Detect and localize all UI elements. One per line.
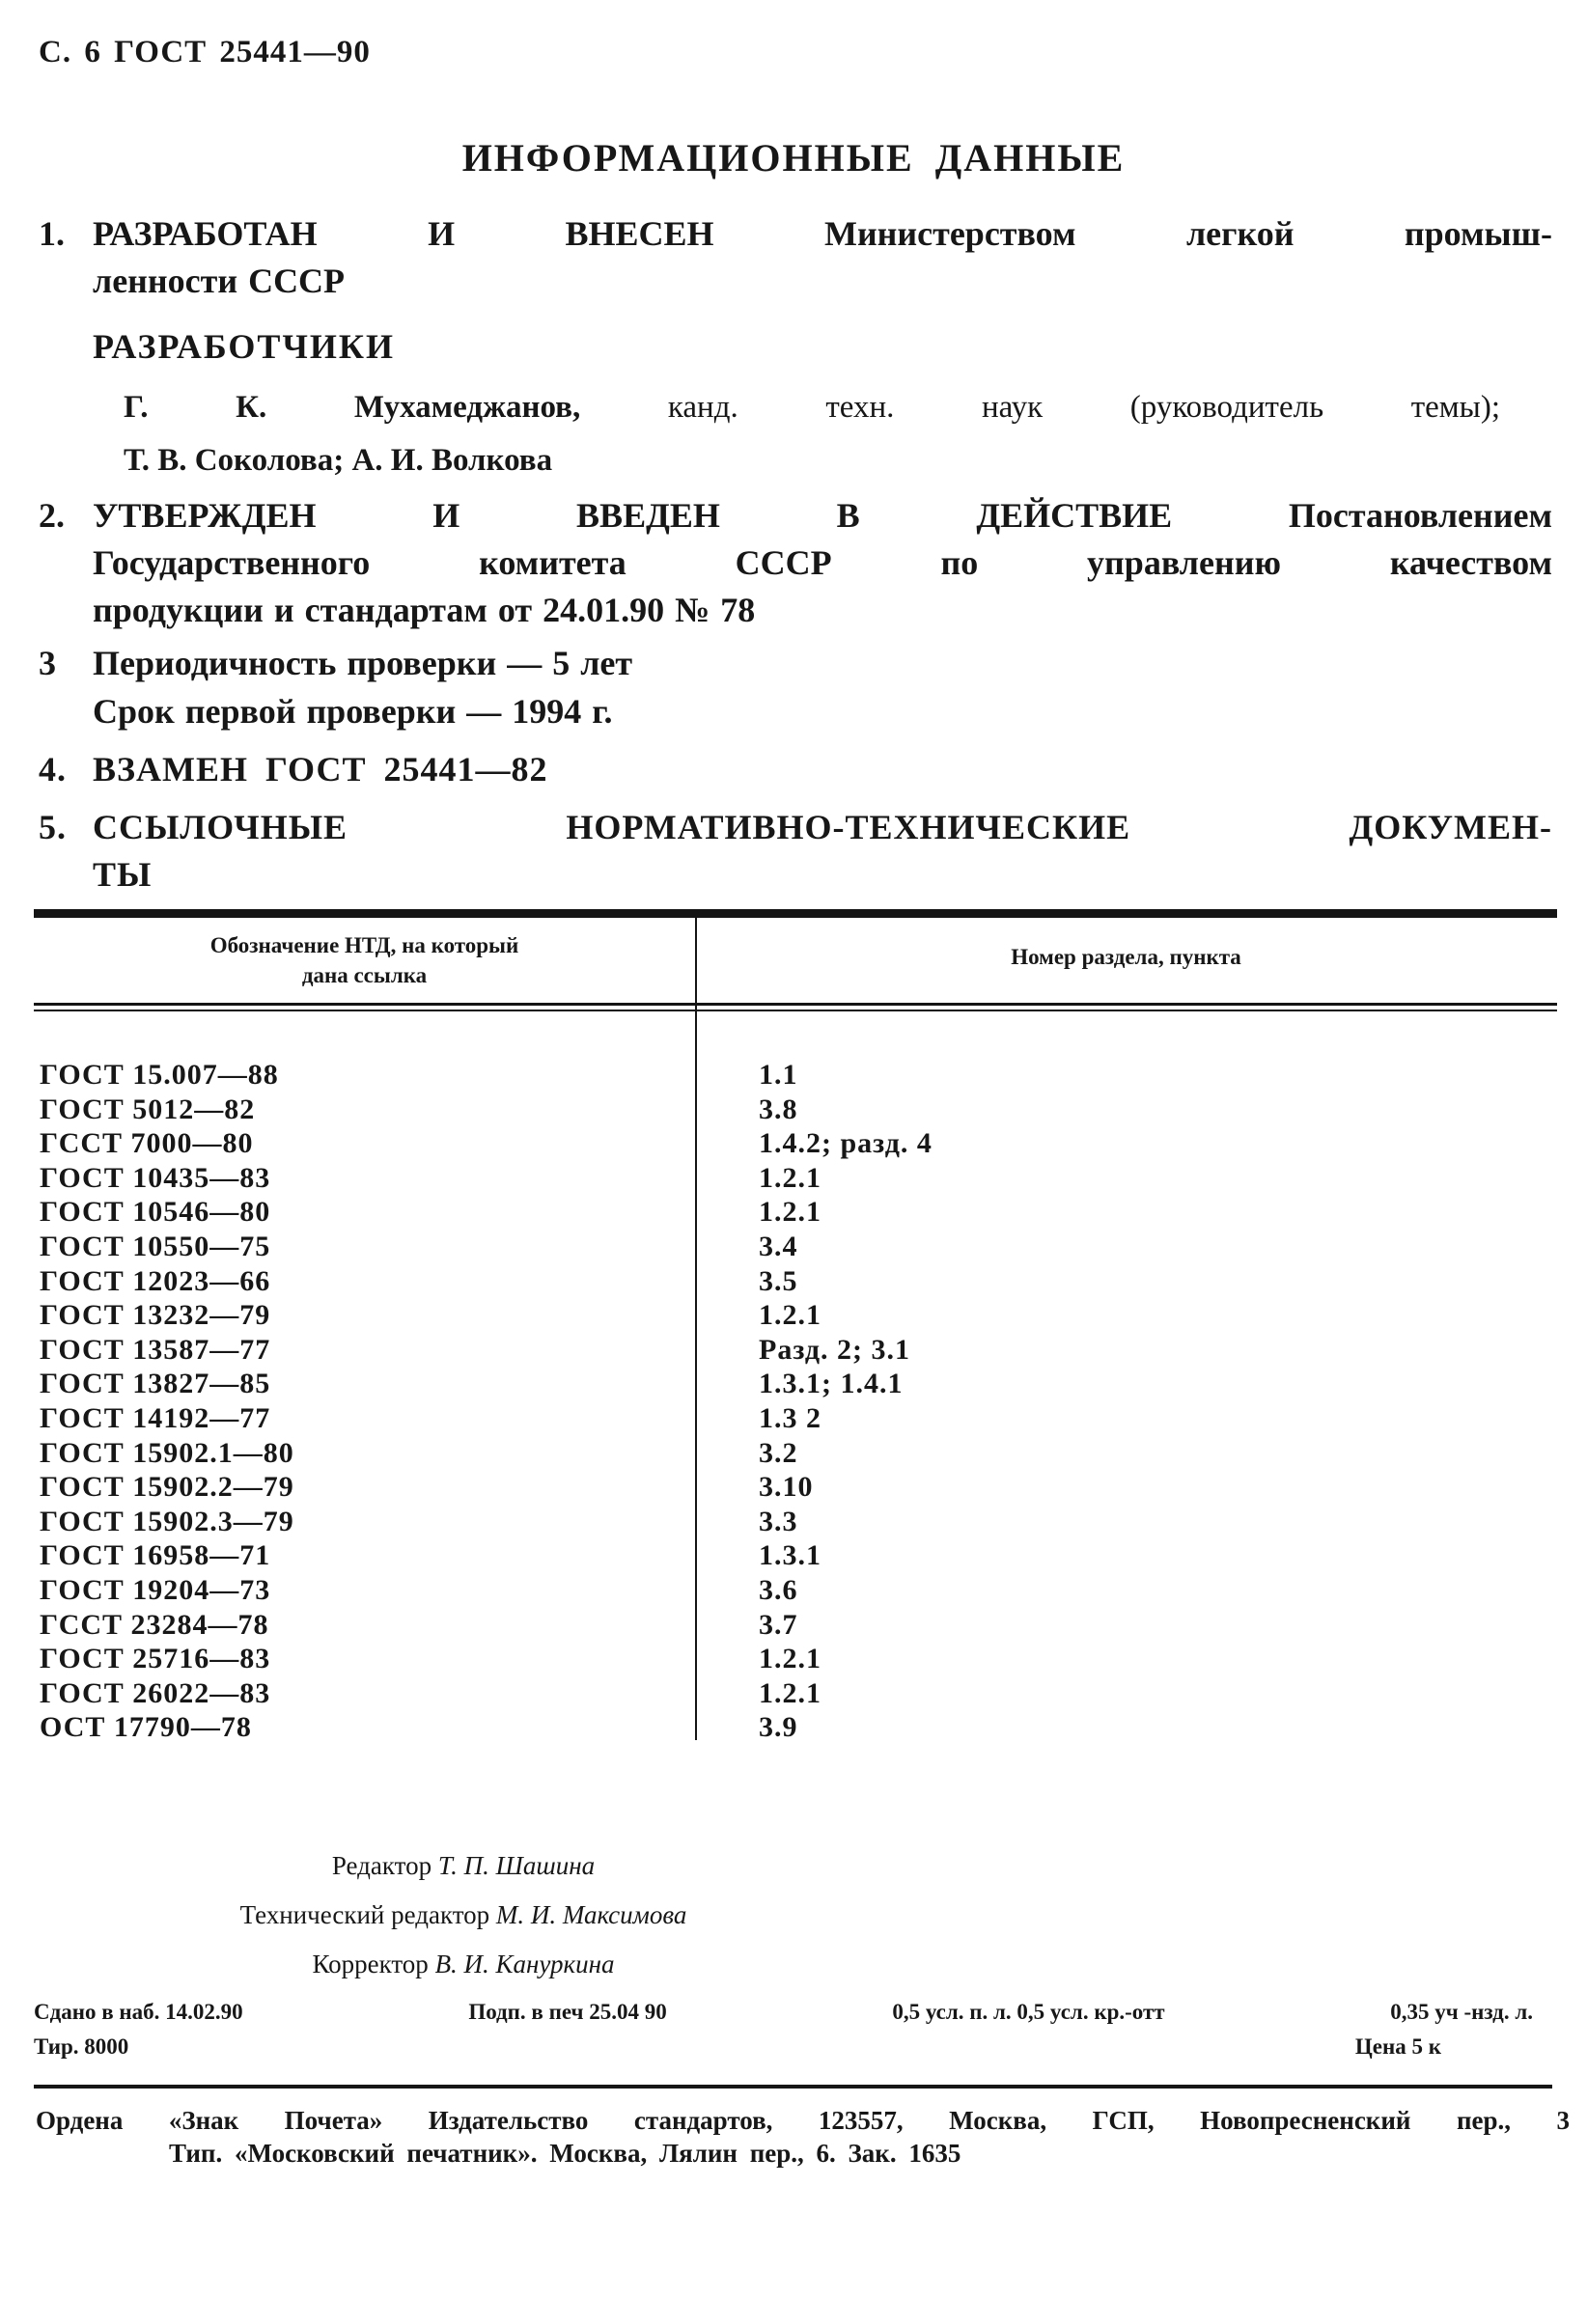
table-row xyxy=(34,1505,1557,1539)
references-table xyxy=(34,909,1557,1745)
developer-entry-2: Т. В. Соколова; А. И. Волкова xyxy=(124,443,553,478)
section-3-number: 3 xyxy=(39,644,56,682)
ntd-designation: ГОСТ 10546—80 xyxy=(40,1196,271,1229)
table-header-rule xyxy=(34,1003,1557,1011)
column-header-ntd xyxy=(34,930,695,990)
colophon-price: Цена 5 к xyxy=(1354,2034,1441,2059)
colophon-circulation-line xyxy=(34,2034,1533,2060)
ntd-designation: ГОСТ 10435—83 xyxy=(40,1161,271,1194)
colophon-circulation: Тир. 8000 xyxy=(34,2034,129,2059)
table-row xyxy=(34,1436,1557,1471)
table-row xyxy=(34,1298,1557,1333)
section-reference: 3.8 xyxy=(759,1093,798,1125)
editors-block xyxy=(34,1841,893,1989)
corrector-name: В. И. Кануркина xyxy=(434,1950,615,1978)
section-1-number: 1. xyxy=(39,214,65,253)
colophon-typeset-date: Сдано в наб. 14.02.90 xyxy=(34,2000,243,2024)
document-title: ИНФОРМАЦИОННЫЕ ДАННЫЕ xyxy=(461,136,1126,180)
ntd-designation: ГОСТ 15902.2—79 xyxy=(40,1471,294,1504)
table-row xyxy=(34,1470,1557,1505)
section-2-number: 2. xyxy=(39,496,65,535)
table-row xyxy=(34,1230,1557,1264)
section-reference: 3.4 xyxy=(759,1230,798,1262)
developer-1-name: Г. К. Мухамеджанов, xyxy=(124,390,581,425)
ntd-designation: ГССТ 23284—78 xyxy=(40,1608,269,1641)
section-reference: 1.3.1 xyxy=(759,1539,821,1572)
column-header-section: Номер раздела, пункта xyxy=(1011,945,1241,969)
section-reference: 1.2.1 xyxy=(759,1299,821,1332)
section-reference: 1.3.1; 1.4.1 xyxy=(759,1368,904,1400)
section-reference: 1.1 xyxy=(759,1059,798,1091)
section-5-references xyxy=(39,804,1552,899)
corrector-label: Корректор xyxy=(312,1950,429,1978)
section-reference: 3.2 xyxy=(759,1436,798,1469)
ntd-designation: ГОСТ 14192—77 xyxy=(40,1401,271,1434)
section-reference: 3.7 xyxy=(759,1608,798,1641)
section-reference: 3.5 xyxy=(759,1264,798,1297)
section-reference: 3.9 xyxy=(759,1711,798,1744)
section-reference: 3.10 xyxy=(759,1471,814,1504)
table-row xyxy=(34,1608,1557,1643)
ntd-designation: ОСТ 17790—78 xyxy=(40,1711,252,1744)
table-body xyxy=(34,1011,1557,1745)
section-reference: 3.6 xyxy=(759,1573,798,1606)
ntd-designation: ГОСТ 13587—77 xyxy=(40,1333,271,1366)
section-2-line-1: УТВЕРЖДЕН И ВВЕДЕН В ДЕЙСТВИЕ Постановлением xyxy=(93,496,1552,535)
table-header-row xyxy=(34,918,1557,1003)
ntd-designation: ГОСТ 26022—83 xyxy=(40,1676,271,1709)
ntd-designation: ГОСТ 19204—73 xyxy=(40,1573,271,1606)
developers-list xyxy=(124,381,1500,487)
table-row xyxy=(34,1538,1557,1573)
publisher-line: Ордена «Знак Почета» Издательство стандартов, 123557, Москва, ГСП, Новопресненский пер., 3 xyxy=(36,2106,1570,2135)
table-row xyxy=(34,1710,1557,1745)
table-row xyxy=(34,1676,1557,1711)
table-row xyxy=(34,1058,1557,1093)
page-header: С. 6 ГОСТ 25441—90 xyxy=(39,35,371,69)
table-top-rule xyxy=(34,909,1557,918)
section-reference: 3.3 xyxy=(759,1505,798,1537)
developer-entry-1 xyxy=(124,381,1500,434)
table-row xyxy=(34,1573,1557,1608)
table-row xyxy=(34,1642,1557,1676)
table-row xyxy=(34,1161,1557,1196)
section-reference: 1.2.1 xyxy=(759,1196,821,1229)
section-2-approved xyxy=(39,492,1552,634)
column-header-ntd-line-1: Обозначение НТД, на который xyxy=(209,933,519,957)
colophon-print-data xyxy=(34,2000,1533,2025)
developers-heading: РАЗРАБОТЧИКИ xyxy=(93,327,395,366)
ntd-designation: ГОСТ 10550—75 xyxy=(40,1230,271,1262)
ntd-designation: ГОСТ 12023—66 xyxy=(40,1264,271,1297)
colophon-print-date: Подп. в печ 25.04 90 xyxy=(468,2000,667,2024)
section-1-line-1: РАЗРАБОТАН И ВНЕСЕН Министерством легкой промыш- xyxy=(93,214,1552,253)
table-row xyxy=(34,1126,1557,1161)
column-header-ntd-line-2: дана ссылка xyxy=(301,963,428,987)
ntd-designation: ГССТ 7000—80 xyxy=(40,1127,254,1160)
section-reference: 1.2.1 xyxy=(759,1643,821,1675)
table-row xyxy=(34,1093,1557,1127)
section-3-periodicity xyxy=(39,639,1552,735)
section-2-line-2: Государственного комитета СССР по управлению качеством xyxy=(93,543,1552,582)
ntd-designation: ГОСТ 5012—82 xyxy=(40,1093,256,1125)
ntd-designation: ГОСТ 15902.1—80 xyxy=(40,1436,294,1469)
tech-editor-label: Технический редактор xyxy=(239,1900,490,1929)
ntd-designation: ГОСТ 25716—83 xyxy=(40,1643,271,1675)
ntd-designation: ГОСТ 15.007—88 xyxy=(40,1059,279,1091)
section-5-line-1: ССЫЛОЧНЫЕ НОРМАТИВНО-ТЕХНИЧЕСКИЕ ДОКУМЕН- xyxy=(93,808,1552,846)
section-2-line-3: продукции и стандартам от 24.01.90 № 78 xyxy=(93,591,756,629)
section-5-number: 5. xyxy=(39,808,67,846)
table-row xyxy=(34,1401,1557,1436)
editor-label: Редактор xyxy=(331,1851,432,1880)
section-reference: 1.2.1 xyxy=(759,1676,821,1709)
table-row xyxy=(34,1367,1557,1401)
developer-1-degree: канд. техн. наук (руководитель темы); xyxy=(667,390,1500,425)
colophon-divider-rule xyxy=(34,2085,1552,2089)
section-3-line-1: Периодичность проверки — 5 лет xyxy=(93,644,633,682)
tech-editor-name: М. И. Максимова xyxy=(495,1900,687,1929)
section-reference: 1.2.1 xyxy=(759,1161,821,1194)
editor-line xyxy=(34,1841,893,1891)
table-row xyxy=(34,1195,1557,1230)
section-reference: Разд. 2; 3.1 xyxy=(759,1333,911,1366)
ntd-designation: ГОСТ 13232—79 xyxy=(40,1299,271,1332)
section-5-line-2: ТЫ xyxy=(93,855,153,894)
editor-name: Т. П. Шашина xyxy=(437,1851,596,1880)
ntd-designation: ГОСТ 13827—85 xyxy=(40,1368,271,1400)
table-row xyxy=(34,1264,1557,1299)
printer-line: Тип. «Московский печатник». Москва, Лялин пер., 6. Зак. 1635 xyxy=(169,2139,961,2168)
section-3-line-2: Срок первой проверки — 1994 г. xyxy=(93,692,613,731)
tech-editor-line xyxy=(34,1891,893,1940)
section-reference: 1.4.2; разд. 4 xyxy=(759,1127,933,1160)
colophon-sheets: 0,5 усл. п. л. 0,5 усл. кр.-отт xyxy=(892,2000,1165,2024)
section-reference: 1.3 2 xyxy=(759,1401,821,1434)
ntd-designation: ГОСТ 16958—71 xyxy=(40,1539,271,1572)
ntd-designation: ГОСТ 15902.3—79 xyxy=(40,1505,294,1537)
section-4-number: 4. xyxy=(39,750,67,788)
section-4-line-1: ВЗАМЕН ГОСТ 25441—82 xyxy=(93,750,548,788)
section-4-replaces xyxy=(39,746,1552,793)
table-row xyxy=(34,1333,1557,1368)
section-1-line-2: ленности СССР xyxy=(93,262,346,300)
corrector-line xyxy=(34,1940,893,1989)
section-1-developed xyxy=(39,210,1552,305)
colophon-ed-sheets: 0,35 уч -нзд. л. xyxy=(1390,2000,1533,2024)
table-column-divider xyxy=(695,918,697,1740)
